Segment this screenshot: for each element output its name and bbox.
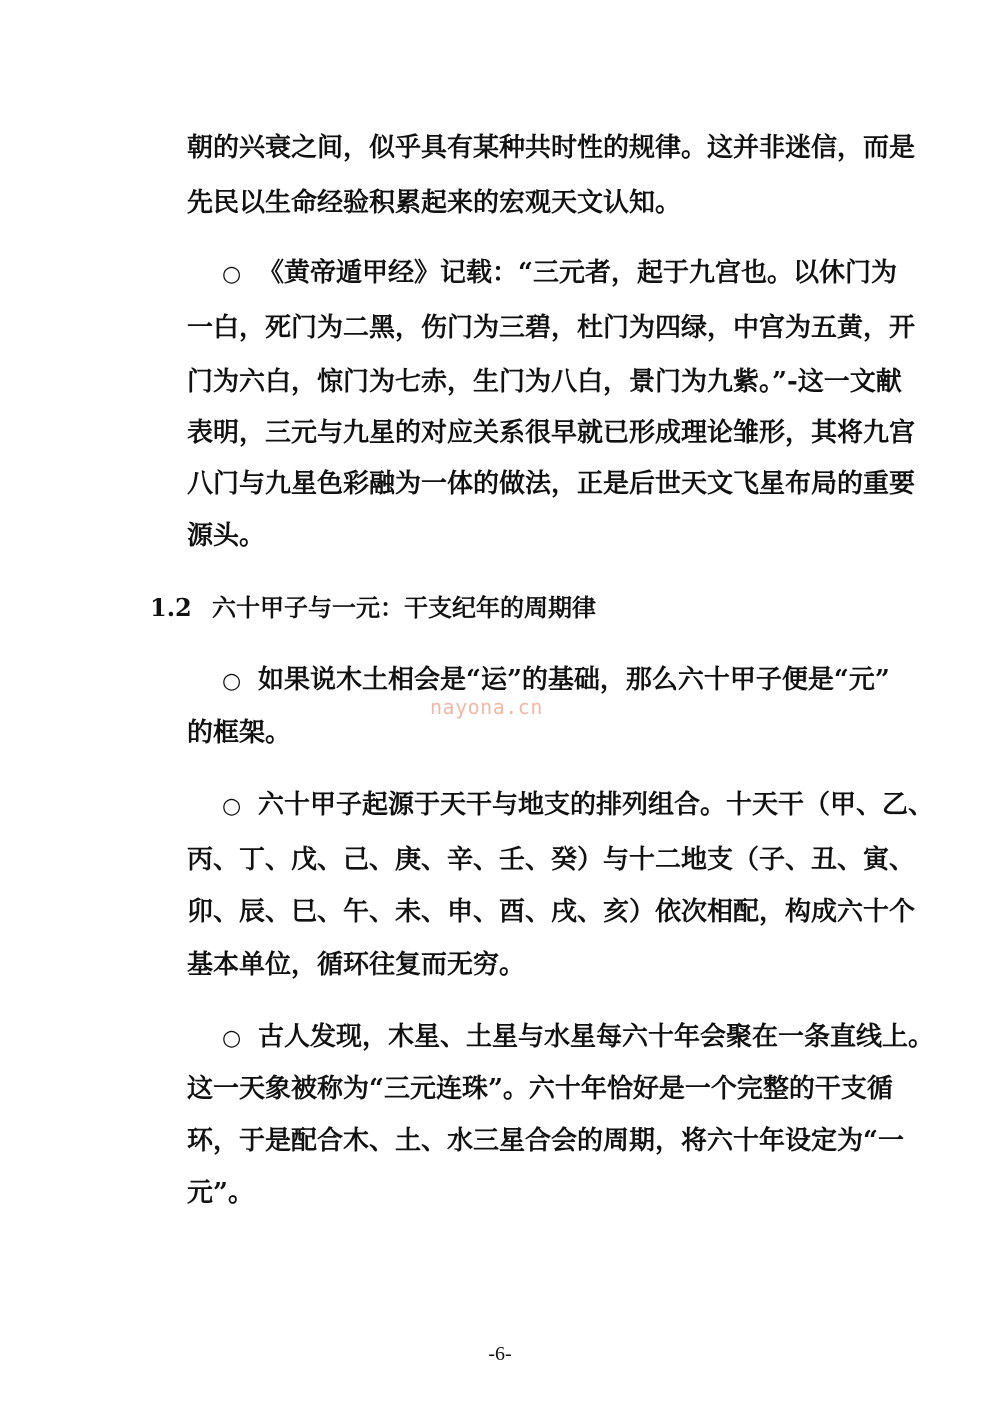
text-line: 先民以生命经验积累起来的宏观天文认知。 xyxy=(187,188,682,218)
bullet-icon: ○ xyxy=(222,262,242,287)
section-heading xyxy=(150,593,596,623)
text-line: 朝的兴衰之间，似乎具有某种共时性的规律。这并非迷信，而是 xyxy=(187,133,916,163)
section-title: 六十甲子与一元：干支纪年的周期律 xyxy=(212,593,596,622)
text-line-content: 六十甲子起源于天干与地支的排列组合。十天干（甲、乙、 xyxy=(258,790,935,820)
text-line: 一白，死门为二黑，伤门为三碧，杜门为四绿，中宫为五黄，开 xyxy=(187,313,916,343)
text-line-content: 《黄帝遁甲经》记载：“三元者，起于九宫也。以休门为 xyxy=(258,258,897,288)
text-line-content: 如果说木土相会是“运”的基础，那么六十甲子便是“元” xyxy=(258,665,890,695)
text-line: 八门与九星色彩融为一体的做法，正是后世天文飞星布局的重要 xyxy=(187,469,916,499)
bullet-icon: ○ xyxy=(222,669,242,694)
page-number: -6- xyxy=(488,1343,512,1365)
text-line xyxy=(222,1022,934,1054)
text-line: 表明，三元与九星的对应关系很早就已形成理论雏形，其将九宫 xyxy=(187,418,916,448)
text-line: 元”。 xyxy=(187,1178,254,1208)
watermark: nayona.cn xyxy=(430,695,543,719)
bullet-icon: ○ xyxy=(222,794,242,819)
text-line-content: 古人发现，木星、土星与水星每六十年会聚在一条直线上。 xyxy=(258,1022,935,1052)
text-line: 丙、丁、戊、己、庚、辛、壬、癸）与十二地支（子、丑、寅、 xyxy=(187,845,916,875)
section-number: 1.2 xyxy=(150,593,192,622)
text-line xyxy=(222,790,934,822)
text-line: 卯、辰、巳、午、未、申、酉、戌、亥）依次相配，构成六十个 xyxy=(187,897,916,927)
text-line: 的框架。 xyxy=(187,718,292,748)
text-line: 基本单位，循环往复而无穷。 xyxy=(187,950,526,980)
bullet-icon: ○ xyxy=(222,1026,242,1051)
text-line xyxy=(222,258,897,290)
text-line: 这一天象被称为“三元连珠”。六十年恰好是一个完整的干支循 xyxy=(187,1074,893,1104)
text-line: 环，于是配合木、土、水三星合会的周期，将六十年设定为“一 xyxy=(187,1126,904,1156)
text-line xyxy=(222,665,890,697)
text-line: 门为六白，惊门为七赤，生门为八白，景门为九紫。”-这一文献 xyxy=(187,367,902,397)
text-line: 源头。 xyxy=(187,521,266,551)
